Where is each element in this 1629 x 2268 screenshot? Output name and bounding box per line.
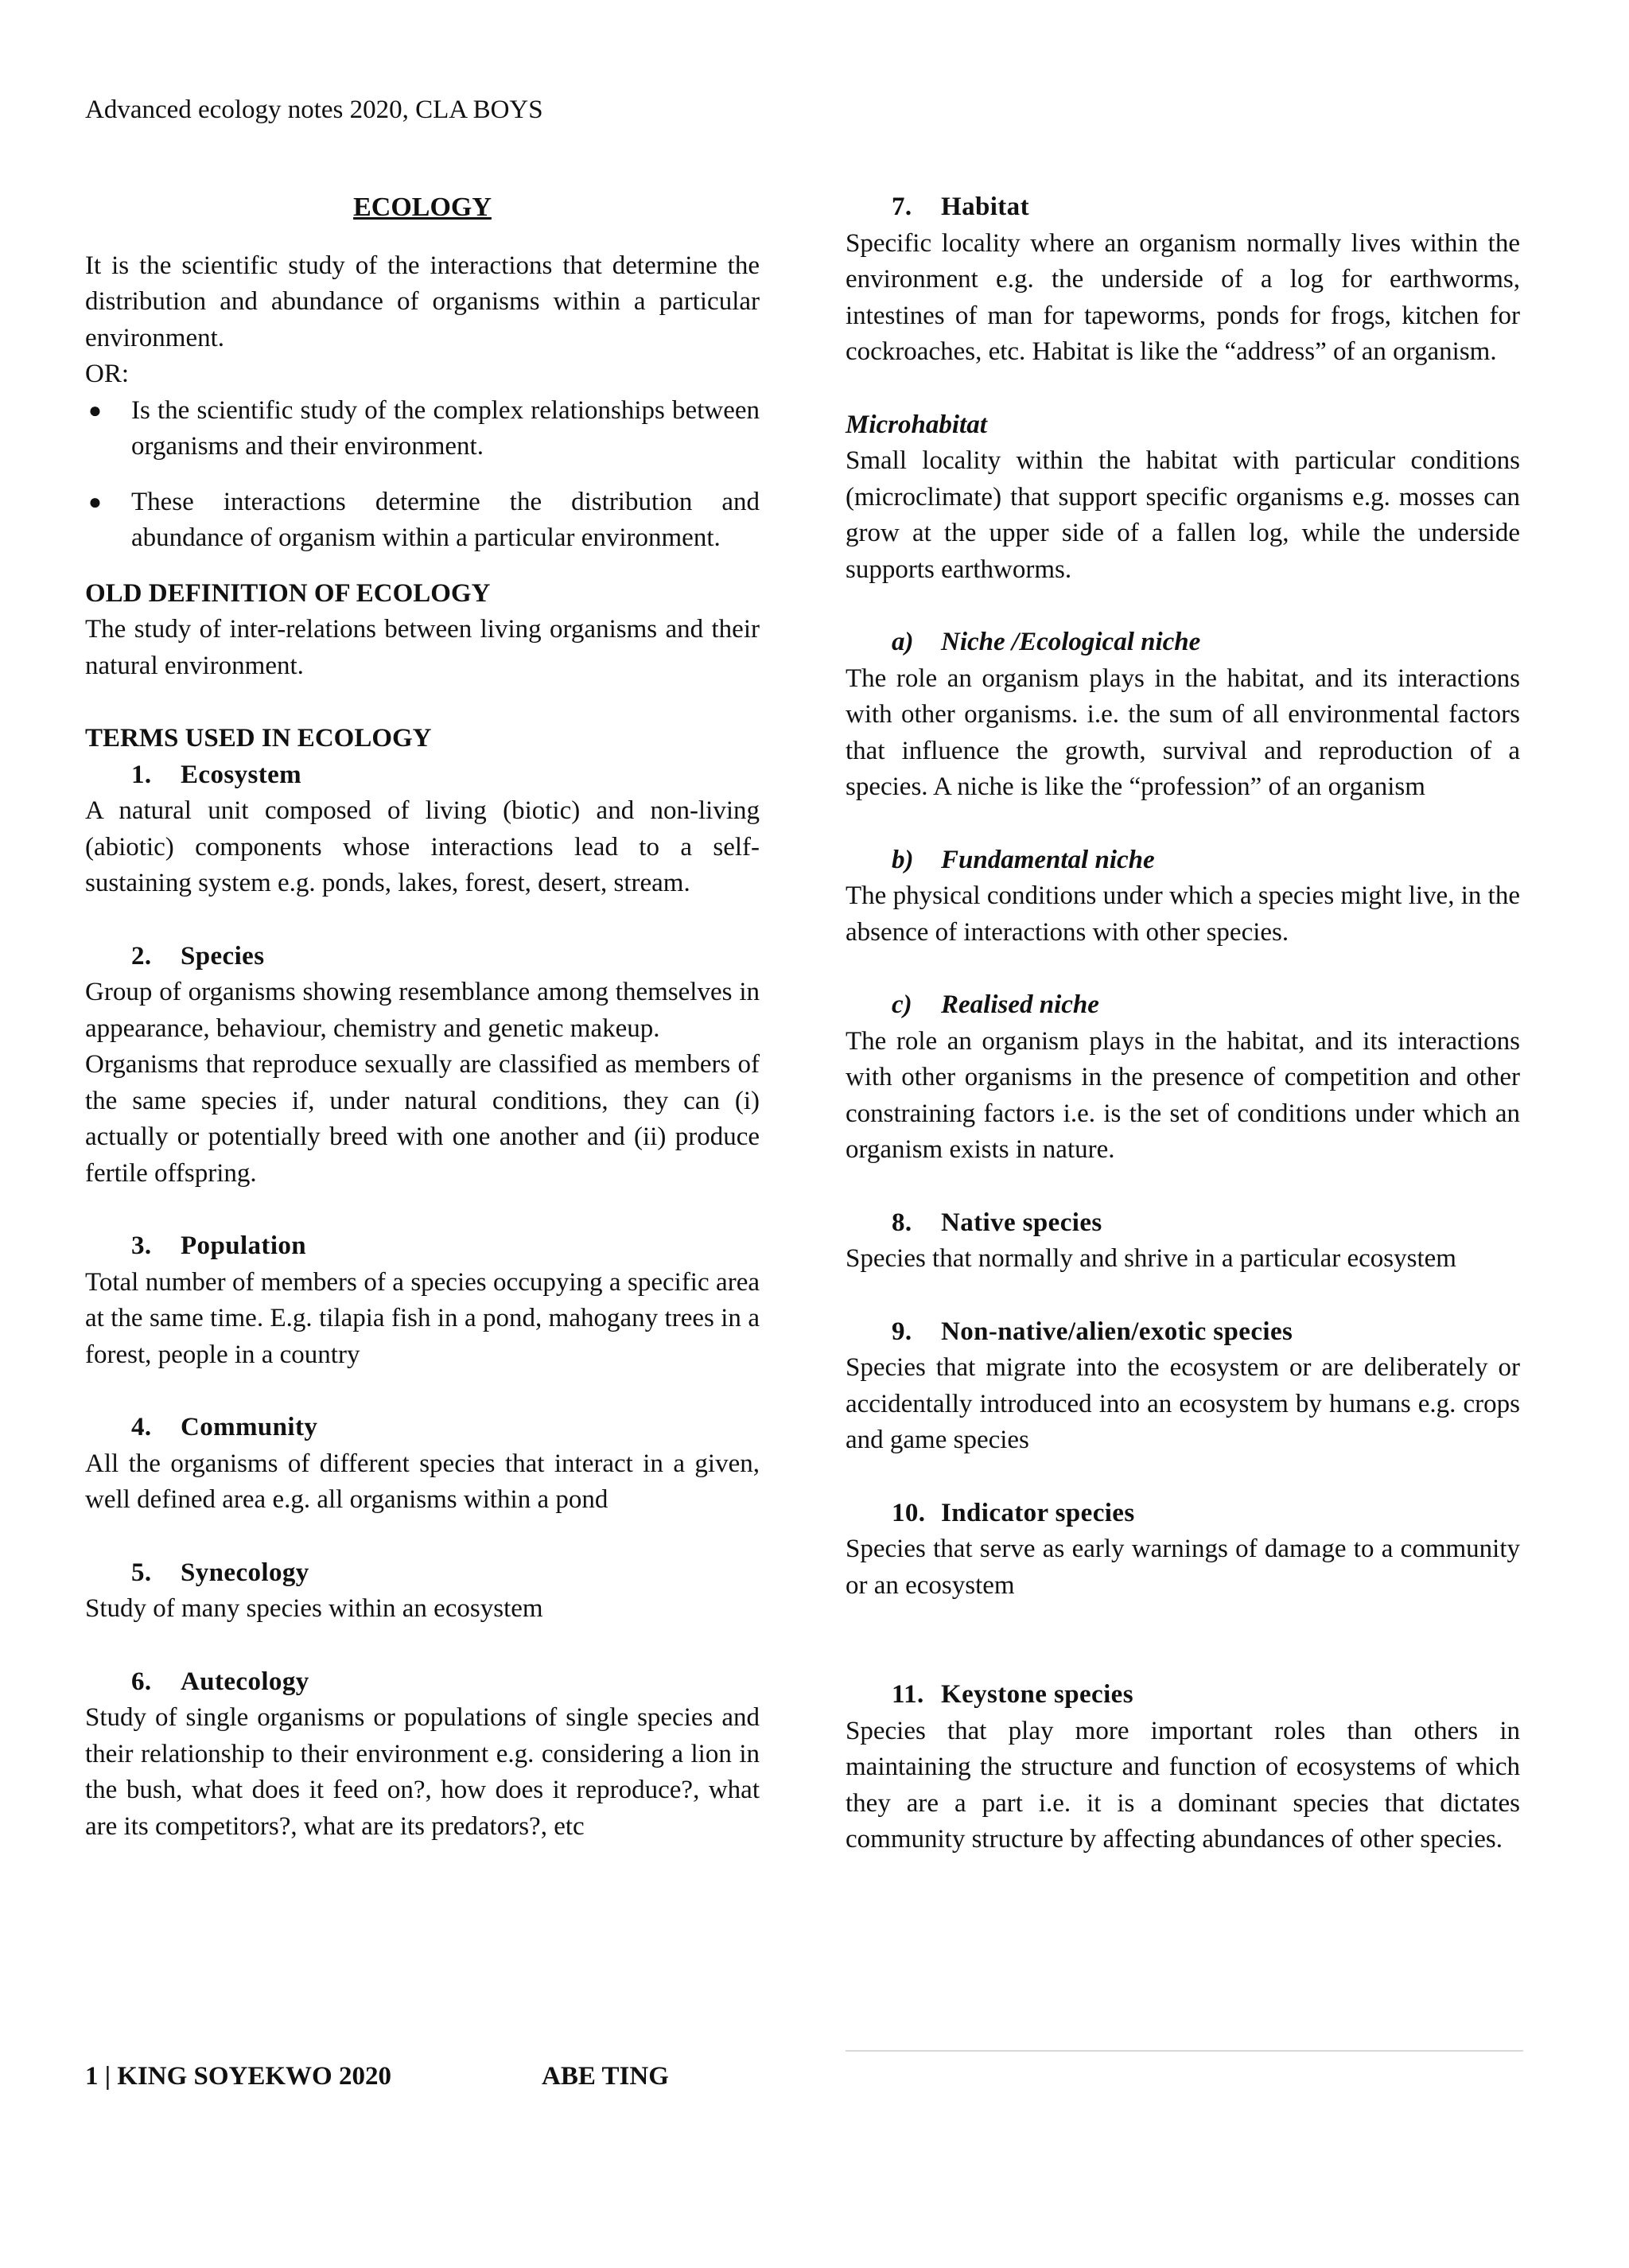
left-column — [85, 189, 760, 1881]
term-heading — [846, 1677, 1520, 1714]
term-species — [85, 939, 760, 1192]
bullet-icon: ● — [88, 398, 102, 423]
term-body: Species that migrate into the ecosystem or are deliberately or accidentally introduced into an ecosystem by humans e.g. crops and game species — [846, 1353, 1520, 1454]
term-body: A natural unit composed of living (biotic) and non-living (abiotic) components whose interactions lead to a self-sustaining system e.g. ponds, lakes, forest, desert, stream. — [85, 796, 760, 897]
niche-heading — [846, 842, 1520, 879]
niche-title: Niche /Ecological niche — [941, 628, 1201, 656]
bullet-text: These interactions determine the distribution and abundance of organism within a particular environment. — [131, 487, 760, 552]
term-number: 1. — [131, 760, 152, 789]
term-title: Autecology — [181, 1667, 309, 1696]
page-header: Advanced ecology notes 2020, CLA BOYS — [85, 95, 543, 124]
term-heading — [85, 939, 760, 975]
niche-title: Fundamental niche — [941, 845, 1155, 874]
term-body: Group of organisms showing resemblance among themselves in appearance, behaviour, chemistry and genetic makeup. — [85, 978, 760, 1043]
term-ecosystem — [85, 757, 760, 902]
term-number: 5. — [131, 1558, 152, 1587]
term-native-species — [846, 1205, 1520, 1278]
niche-letter: a) — [892, 628, 914, 656]
term-title: Non-native/alien/exotic species — [941, 1317, 1293, 1346]
term-title: Ecosystem — [181, 760, 302, 789]
term-number: 2. — [131, 941, 152, 971]
term-autecology — [85, 1664, 760, 1846]
term-title: Population — [181, 1231, 307, 1260]
terms-heading: TERMS USED IN ECOLOGY — [85, 724, 432, 753]
term-heading — [85, 1410, 760, 1446]
bullet-item — [85, 484, 760, 557]
term-body: Small locality within the habitat with particular conditions (microclimate) that support specific organisms e.g. mosses can grow at the upper side of a fallen log, while the underside supports earthworms. — [846, 446, 1520, 584]
term-synecology — [85, 1555, 760, 1628]
term-title: Keystone species — [941, 1680, 1133, 1709]
niche-letter: c) — [892, 990, 912, 1019]
niche-body: The physical conditions under which a species might live, in the absence of interactions with other species. — [846, 881, 1520, 947]
niche-heading — [846, 987, 1520, 1024]
term-body: All the organisms of different species that interact in a given, well defined area e.g. all organisms within a pond — [85, 1449, 760, 1514]
term-body: Study of single organisms or populations of single species and their relationship to their environment e.g. considering a lion in the bush, what does it feed on?, how does it reproduce?, what are its competitors?, what are its predators?, etc — [85, 1703, 760, 1841]
term-body: Study of many species within an ecosystem — [85, 1594, 543, 1623]
term-title: Indicator species — [941, 1498, 1135, 1527]
term-heading — [846, 1205, 1520, 1242]
old-definition-text: The study of inter-relations between living organisms and their natural environment. — [85, 615, 760, 680]
or-label: OR: — [85, 360, 130, 388]
term-title: Community — [181, 1413, 318, 1441]
right-column — [846, 189, 1520, 1895]
microhabitat-heading: Microhabitat — [846, 410, 987, 439]
niche-realised — [846, 987, 1520, 1169]
page-footer — [85, 2060, 669, 2092]
term-title: Native species — [941, 1208, 1102, 1237]
term-number: 8. — [892, 1208, 912, 1237]
footer-divider — [846, 2050, 1523, 2052]
term-body: Species that normally and shrive in a particular ecosystem — [846, 1244, 1456, 1273]
term-title: Synecology — [181, 1558, 309, 1587]
term-heading — [85, 757, 760, 794]
niche-fundamental — [846, 842, 1520, 951]
term-population — [85, 1228, 760, 1373]
niche-body: The role an organism plays in the habitat, and its interactions with other organisms in the presence of competition and other constraining factors i.e. is the set of conditions under which an organism exists in nature. — [846, 1026, 1520, 1164]
term-body: Species that serve as early warnings of damage to a community or an ecosystem — [846, 1535, 1520, 1600]
niche-heading — [846, 624, 1520, 661]
term-body: Organisms that reproduce sexually are classified as members of the same species if, under natural conditions, they can (i) actually or potentially breed with one another and (ii) produce fertile offspring. — [85, 1050, 760, 1188]
document-title: ECOLOGY — [353, 193, 492, 222]
term-number: 6. — [131, 1667, 152, 1696]
term-body: Total number of members of a species occupying a specific area at the same time. E.g. tilapia fish in a pond, mahogany trees in a forest, people in a country — [85, 1267, 760, 1369]
ecology-definition: It is the scientific study of the interactions that determine the distribution and abundance of organisms within a particular environment. — [85, 251, 760, 352]
term-number: 7. — [892, 193, 912, 221]
niche-letter: b) — [892, 845, 914, 874]
term-title: Species — [181, 941, 265, 971]
term-heading — [846, 1496, 1520, 1532]
term-number: 4. — [131, 1413, 152, 1441]
term-indicator-species — [846, 1496, 1520, 1605]
bullet-icon: ● — [88, 489, 102, 515]
niche-body: The role an organism plays in the habitat, and its interactions with other organisms. i.e. the sum of all environmental factors that influence the growth, survival and reproduction of a species. A niche is like the “profession” of an organism — [846, 663, 1520, 801]
old-definition-heading: OLD DEFINITION OF ECOLOGY — [85, 578, 491, 608]
niche-ecological — [846, 624, 1520, 806]
term-non-native-species — [846, 1314, 1520, 1459]
bullet-item — [85, 393, 760, 465]
term-heading — [846, 189, 1520, 226]
term-community — [85, 1410, 760, 1519]
term-microhabitat — [846, 407, 1520, 589]
term-number: 3. — [131, 1231, 152, 1260]
term-number: 11. — [892, 1680, 924, 1709]
term-heading — [85, 1664, 760, 1701]
term-number: 10. — [892, 1498, 926, 1527]
bullet-text: Is the scientific study of the complex relationships between organisms and their environment. — [131, 395, 760, 461]
term-heading — [85, 1555, 760, 1592]
term-heading — [846, 1314, 1520, 1351]
footer-author: ABE TING — [542, 2062, 669, 2091]
definition-bullets — [85, 393, 760, 557]
term-heading — [85, 1228, 760, 1265]
term-body: Species that play more important roles than others in maintaining the structure and function of ecosystems of which they are a part i.e. it is a dominant species that dictates community structure by affecting abundances of other species. — [846, 1716, 1520, 1854]
term-number: 9. — [892, 1317, 912, 1346]
term-keystone-species — [846, 1677, 1520, 1858]
term-title: Habitat — [941, 193, 1029, 221]
niche-title: Realised niche — [941, 990, 1099, 1019]
term-body: Specific locality where an organism normally lives within the environment e.g. the underside of a log for earthworms, intestines of man for tapeworms, ponds for frogs, kitchen for cockroaches, etc. Habitat is like the “address” of an organism. — [846, 228, 1520, 366]
term-habitat — [846, 189, 1520, 371]
footer-page-label: 1 | KING SOYEKWO 2020 — [85, 2062, 391, 2091]
